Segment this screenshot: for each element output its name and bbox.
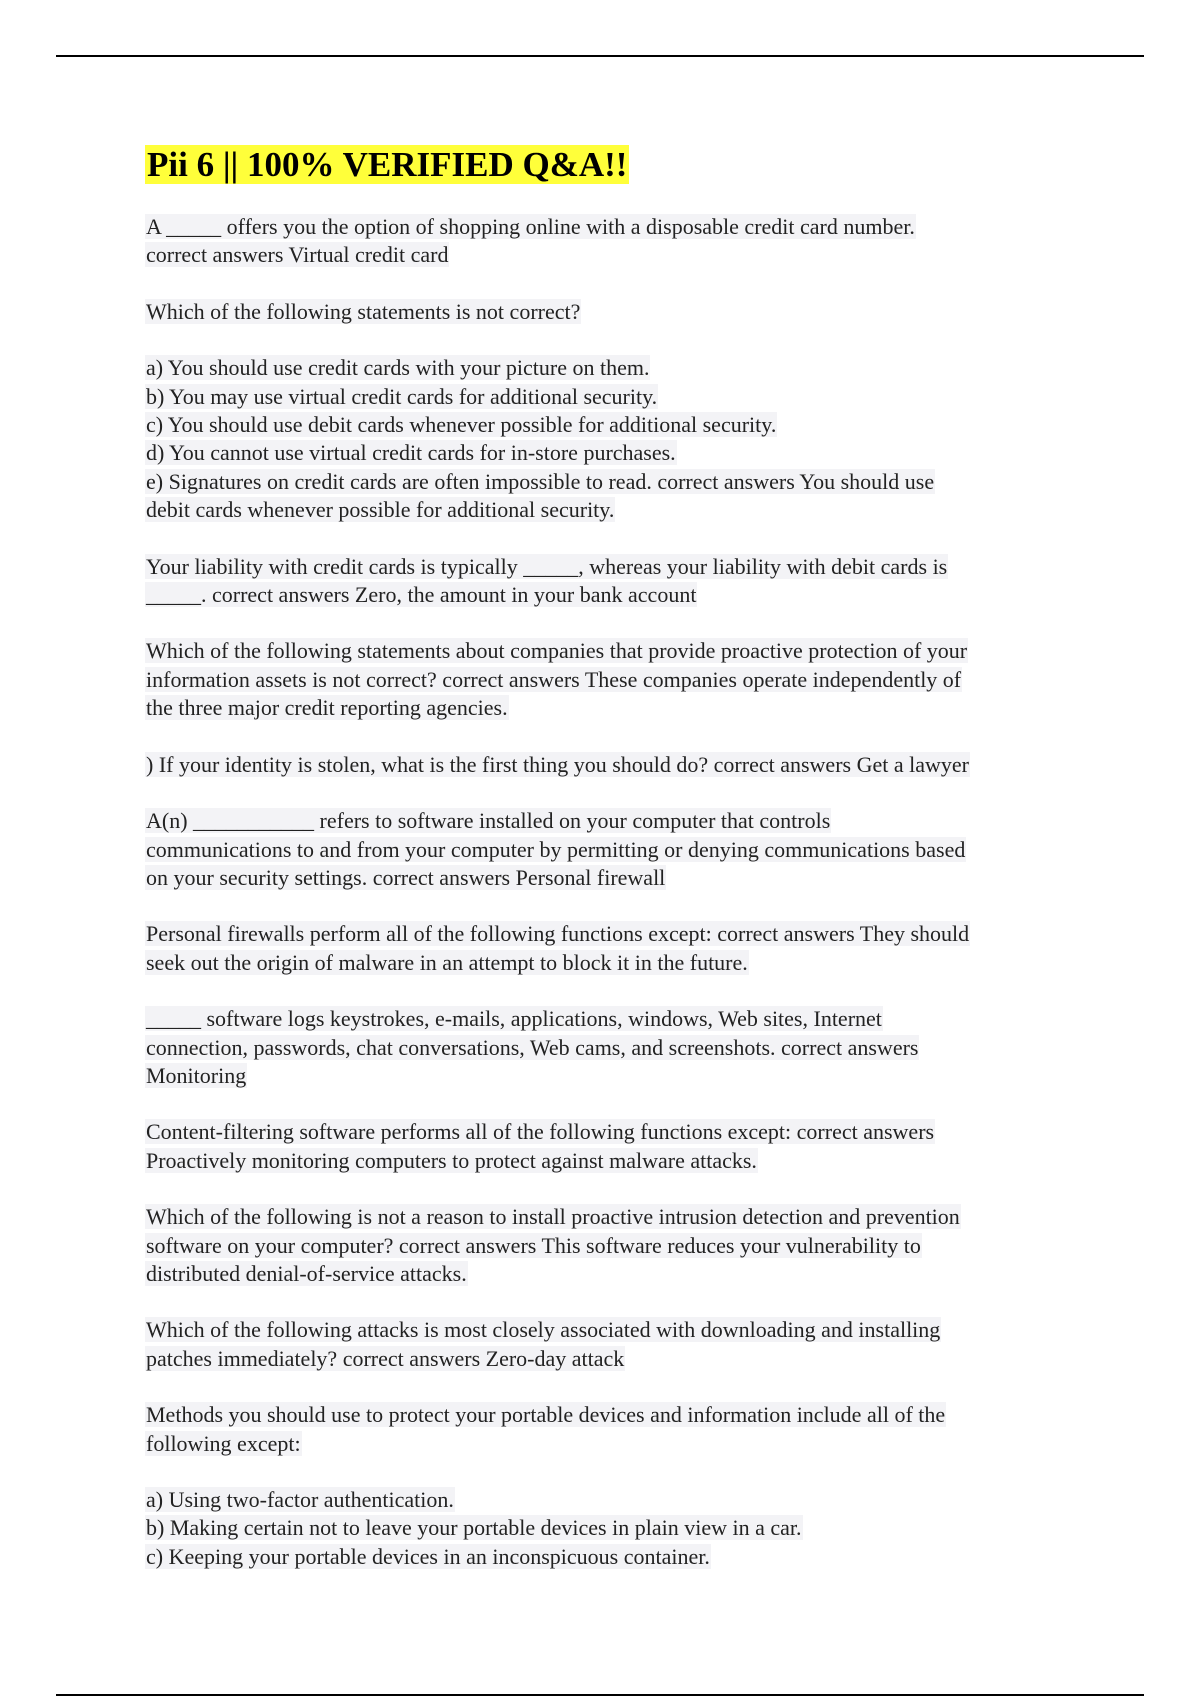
text-line — [145, 666, 1065, 694]
text-line-content: c) Keeping your portable devices in an inconspicuous container. — [146, 1543, 710, 1569]
text-line — [145, 213, 1065, 241]
text-line — [145, 1232, 1065, 1260]
text-line — [145, 751, 1065, 779]
qa-paragraph — [145, 1486, 1065, 1571]
text-line — [145, 354, 1065, 382]
text-line — [145, 637, 1065, 665]
text-line — [145, 949, 1065, 977]
header-rule — [56, 55, 1144, 57]
text-line-content: Content-filtering software performs all of the following functions except: correct answers — [146, 1119, 935, 1145]
text-line-content: debit cards whenever possible for additional security. — [146, 497, 615, 523]
qa-paragraph — [145, 1316, 1065, 1373]
qa-paragraph — [145, 1118, 1065, 1175]
text-line-content: information assets is not correct? correct answers These companies operate independently of — [146, 666, 962, 692]
qa-paragraph — [145, 751, 1065, 779]
text-line — [145, 1316, 1065, 1344]
text-line — [145, 836, 1065, 864]
text-line — [145, 1260, 1065, 1288]
text-line — [145, 439, 1065, 467]
text-line-content: on your security settings. correct answers Personal firewall — [146, 864, 666, 890]
text-line-content: Which of the following statements about companies that provide proactive protection of your — [146, 638, 968, 664]
qa-paragraph — [145, 920, 1065, 977]
text-line-content: e) Signatures on credit cards are often impossible to read. correct answers You should use — [146, 468, 935, 494]
text-line-content: seek out the origin of malware in an attempt to block it in the future. — [146, 949, 748, 975]
qa-paragraph — [145, 807, 1065, 892]
text-line-content: A(n) ___________ refers to software installed on your computer that controls — [146, 808, 831, 834]
text-line — [145, 1034, 1065, 1062]
text-line-content: _____ software logs keystrokes, e-mails, applications, windows, Web sites, Internet — [146, 1006, 882, 1032]
text-line — [145, 1401, 1065, 1429]
qa-list — [145, 213, 1065, 1571]
text-line — [145, 1147, 1065, 1175]
qa-paragraph — [145, 298, 1065, 326]
text-line-content: _____. correct answers Zero, the amount in your bank account — [146, 582, 697, 608]
text-line — [145, 1203, 1065, 1231]
text-line-content: Which of the following statements is not correct? — [146, 298, 581, 324]
text-line — [145, 1118, 1065, 1146]
document-body — [145, 143, 1065, 1599]
footer-rule — [56, 1694, 1144, 1696]
text-line-content: Your liability with credit cards is typically _____, whereas your liability with debit cards is — [146, 553, 948, 579]
qa-paragraph — [145, 553, 1065, 610]
text-line-content: d) You cannot use virtual credit cards for in-store purchases. — [146, 440, 676, 466]
text-line-content: ) If your identity is stolen, what is the first thing you should do? correct answers Get a lawyer — [146, 751, 969, 777]
text-line — [145, 1514, 1065, 1542]
page-title: Pii 6 || 100% VERIFIED Q&A!! — [147, 145, 628, 184]
text-line-content: patches immediately? correct answers Zero-day attack — [146, 1345, 625, 1371]
text-line-content: following except: — [146, 1430, 301, 1456]
text-line-content: a) You should use credit cards with your picture on them. — [146, 355, 650, 381]
text-line-content: b) You may use virtual credit cards for additional security. — [146, 383, 658, 409]
text-line — [145, 468, 1065, 496]
text-line — [145, 298, 1065, 326]
qa-paragraph — [145, 1401, 1065, 1458]
text-line-content: a) Using two-factor authentication. — [146, 1487, 454, 1512]
text-line — [145, 920, 1065, 948]
text-line — [145, 241, 1065, 269]
qa-paragraph — [145, 1203, 1065, 1288]
text-line — [145, 1430, 1065, 1458]
text-line-content: Personal firewalls perform all of the following functions except: correct answers They should — [146, 921, 970, 947]
text-line-content: Which of the following is not a reason to install proactive intrusion detection and prevention — [146, 1204, 960, 1230]
text-line-content: connection, passwords, chat conversations, Web cams, and screenshots. correct answers — [146, 1034, 919, 1060]
qa-paragraph — [145, 637, 1065, 722]
text-line — [145, 1345, 1065, 1373]
text-line-content: b) Making certain not to leave your portable devices in plain view in a car. — [146, 1515, 802, 1541]
text-line — [145, 1543, 1065, 1571]
qa-paragraph — [145, 1005, 1065, 1090]
text-line — [145, 411, 1065, 439]
title-block — [145, 143, 1065, 187]
text-line-content: c) You should use debit cards whenever possible for additional security. — [146, 412, 777, 438]
text-line — [145, 553, 1065, 581]
text-line — [145, 1486, 1065, 1514]
text-line — [145, 496, 1065, 524]
qa-paragraph — [145, 213, 1065, 270]
text-line-content: A _____ offers you the option of shopping online with a disposable credit card number. — [146, 214, 915, 239]
text-line-content: the three major credit reporting agencies. — [146, 695, 508, 721]
text-line — [145, 581, 1065, 609]
text-line-content: communications to and from your computer by permitting or denying communications based — [146, 836, 966, 862]
text-line-content: Methods you should use to protect your portable devices and information include all of the — [146, 1402, 946, 1428]
text-line — [145, 864, 1065, 892]
text-line — [145, 383, 1065, 411]
text-line — [145, 1062, 1065, 1090]
text-line — [145, 807, 1065, 835]
text-line-content: Which of the following attacks is most closely associated with downloading and installing — [146, 1317, 941, 1343]
text-line-content: Monitoring — [146, 1062, 247, 1088]
qa-paragraph — [145, 354, 1065, 524]
text-line — [145, 694, 1065, 722]
text-line-content: software on your computer? correct answers This software reduces your vulnerability to — [146, 1232, 921, 1258]
text-line-content: correct answers Virtual credit card — [146, 242, 449, 268]
text-line-content: Proactively monitoring computers to protect against malware attacks. — [146, 1147, 757, 1173]
text-line — [145, 1005, 1065, 1033]
text-line-content: distributed denial-of-service attacks. — [146, 1260, 467, 1286]
